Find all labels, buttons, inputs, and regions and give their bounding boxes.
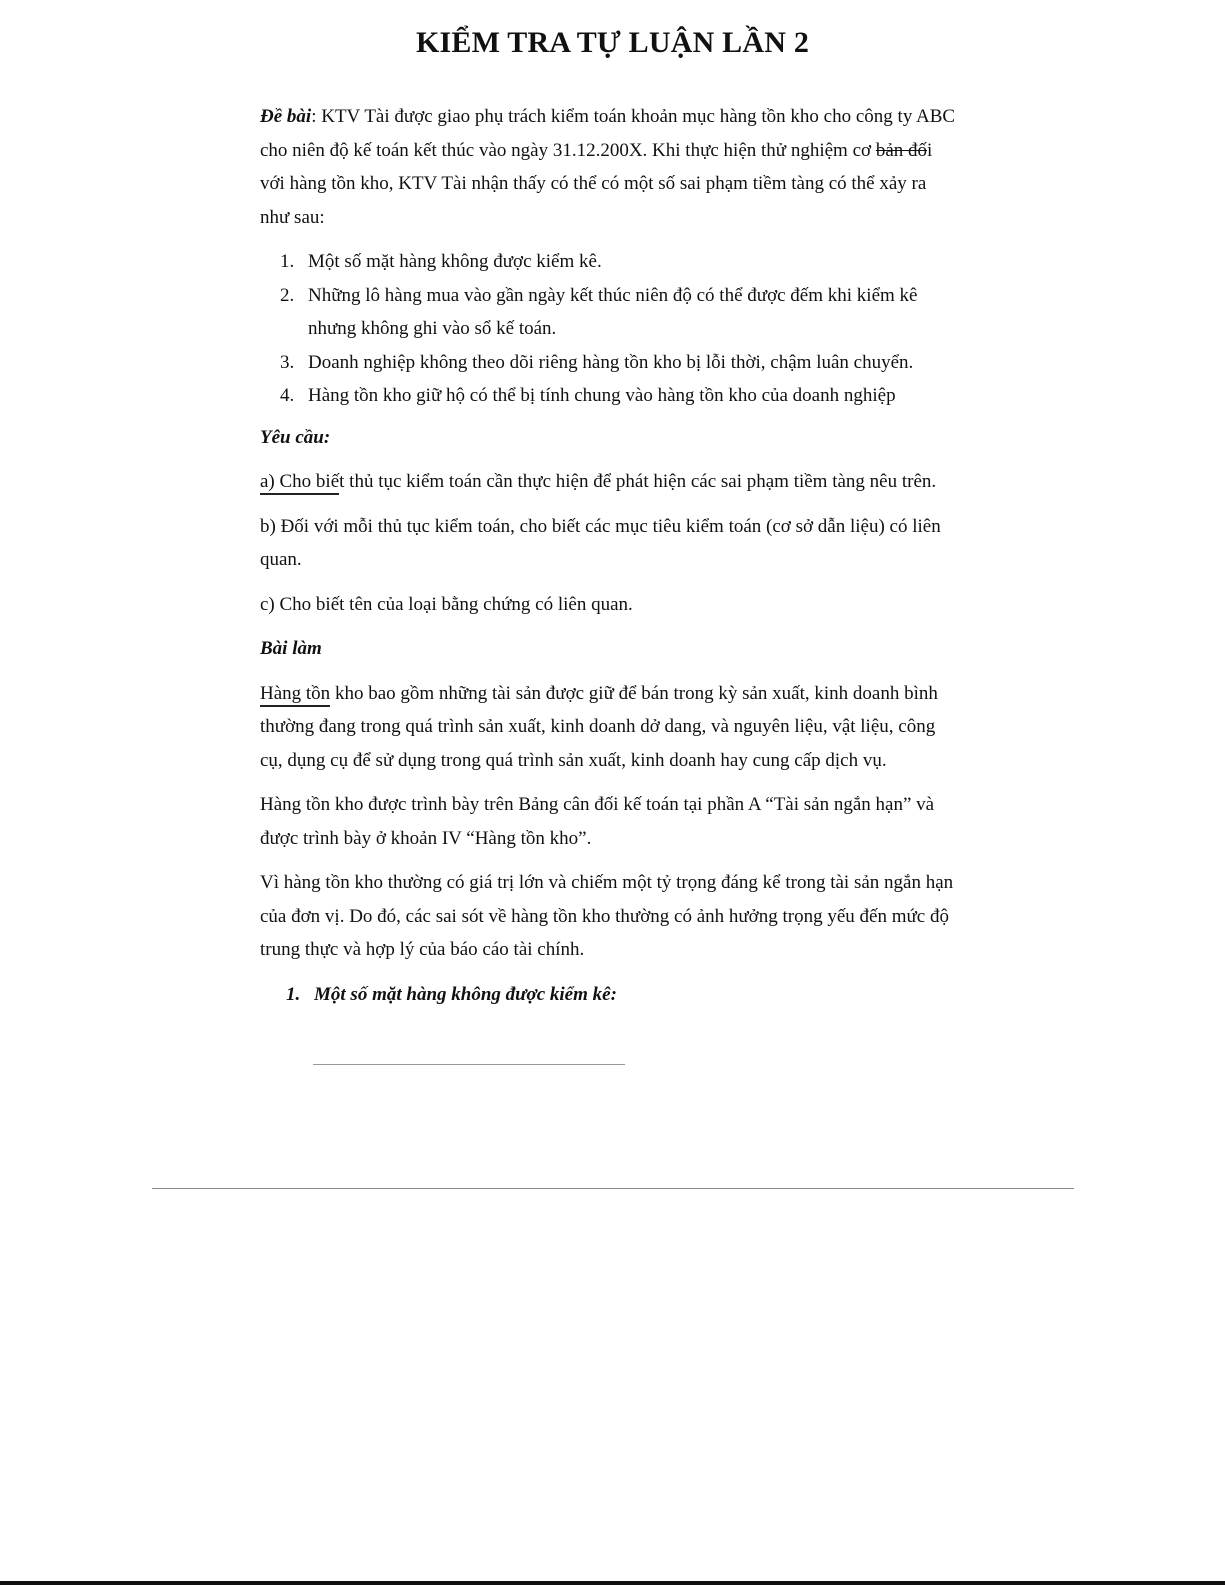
footnote-separator [313,1064,625,1065]
list-item-text: Doanh nghiệp không theo dõi riêng hàng tồn kho bị lỗi thời, chậm luân chuyển. [308,351,914,373]
requirement-c: c) Cho biết tên của loại bằng chứng có liên quan. [260,593,633,615]
page-title: KIỂM TRA TỰ LUẬN LẦN 2 [415,26,810,59]
answer-heading: Bài làm [260,638,322,659]
section-title: Một số mặt hàng không được kiểm kê: [314,983,617,1005]
list-item-number: 1. [280,251,295,272]
list-item-text: Những lô hàng mua vào gần ngày kết thúc niên độ có thể được đếm khi kiểm kê nhưng không ghi vào sổ kế toán. [308,284,918,339]
requirement-a [260,465,960,499]
list-item [260,279,960,346]
list-item [260,379,960,413]
problem-text-2: i với hàng tồn kho, KTV Tài nhận thấy có thể có một số sai phạm tiềm tàng có thể xảy ra như sau: [260,139,933,228]
list-item-text: Hàng tồn kho giữ hộ có thể bị tính chung vào hàng tồn kho của doanh nghiệp [308,385,896,406]
list-item-number: 4. [280,385,295,406]
answer-p1-rest: kho bao gồm những tài sản được giữ để bán trong kỳ sản xuất, kinh doanh bình thường đang trong quá trình sản xuất, kinh doanh dở dang, và nguyên liệu, vật liệu, công cụ, dụng cụ để sử dụng trong quá trình sản xuất, kinh doanh hay cung cấp dịch vụ. [260,682,938,771]
list-item-number: 3. [280,351,295,373]
answer-paragraph-3: Vì hàng tồn kho thường có giá trị lớn và chiếm một tỷ trọng đáng kể trong tài sản ngắn hạn của đơn vị. Do đó, các sai sót về hàng tồn kho thường có ảnh hưởng trọng yếu đến mức độ trung thực và hợp lý của báo cáo tài chính. [260,872,954,960]
bottom-edge-bar [0,1581,1225,1585]
requirement-a-rest: t thủ tục kiểm toán cần thực hiện để phát hiện các sai phạm tiềm tàng nêu trên. [339,471,937,492]
problem-label: Đề bài [260,106,312,127]
answer-paragraph-1 [260,677,960,778]
requirements-heading: Yêu cầu: [260,426,331,448]
problem-statement [260,100,960,234]
list-item [260,346,960,380]
page-break-line [152,1188,1074,1189]
section-number: 1. [286,983,301,1005]
list-item-text: Một số mặt hàng không được kiểm kê. [308,251,602,272]
problem-text-1: : KTV Tài được giao phụ trách kiểm toán khoản mục hàng tồn kho cho công ty ABC cho niên độ kế toán kết thúc vào ngày 31.12.200X. Khi thực hiện thử nghiệm cơ [260,106,956,161]
list-item-number: 2. [280,284,295,306]
issue-list [260,245,960,413]
list-item [260,245,960,279]
answer-paragraph-2: Hàng tồn kho được trình bày trên Bảng cân đối kế toán tại phần A “Tài sản ngắn hạn” và được trình bày ở khoản IV “Hàng tồn kho”. [260,794,935,849]
problem-struck-text: bản đố [875,139,928,161]
answer-p1-underlined: Hàng tồn [260,683,330,707]
requirement-a-underlined: a) Cho biế [260,471,339,495]
section-heading-1 [260,978,960,1012]
document-body [260,100,960,1022]
requirement-b: b) Đối với mỗi thủ tục kiểm toán, cho biết các mục tiêu kiểm toán (cơ sở dẫn liệu) có liên quan. [260,515,941,570]
